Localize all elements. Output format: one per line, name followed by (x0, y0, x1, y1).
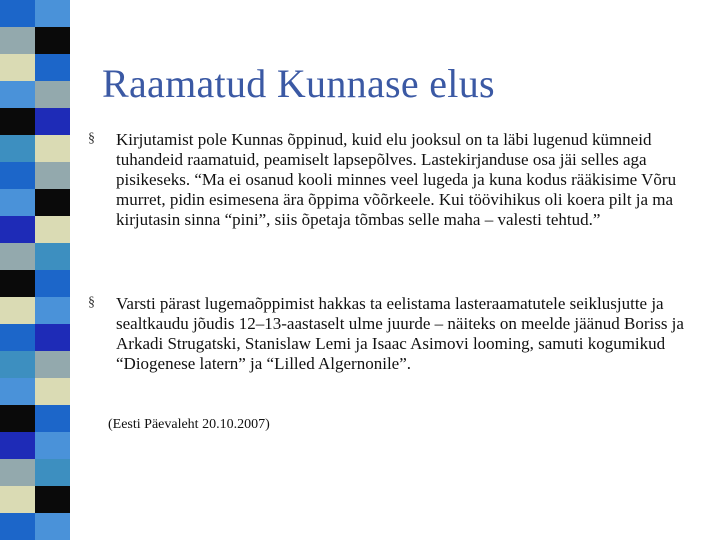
stripe-block (0, 162, 35, 189)
stripe-block (35, 162, 70, 189)
source-citation: (Eesti Päevaleht 20.10.2007) (108, 417, 270, 432)
stripe-block (35, 0, 70, 27)
stripe-block (35, 135, 70, 162)
stripe-block (0, 459, 35, 486)
stripe-block (0, 81, 35, 108)
stripe-block (35, 297, 70, 324)
stripe-block (0, 351, 35, 378)
stripe-block (35, 243, 70, 270)
stripe-block (35, 351, 70, 378)
stripe-block (35, 405, 70, 432)
stripe-block (35, 216, 70, 243)
stripe-block (35, 513, 70, 540)
stripe-block (35, 270, 70, 297)
bullet-paragraph-1: Kirjutamist pole Kunnas õppinud, kuid elu jooksul on ta läbi lugenud kümneid tuhandeid raamatuid, peamiselt lapsepõlves. Lastekirjanduse osa jäi selles aga pisikeseks. “Ma ei osanud kooli minnes veel lugeda ja kuna kodus rääkisime Võru murret, pidin esimesena ära õppima võõrkeele. Kui töövihikus oli koera pilt ja ma kirjutasin sinna “pini”, siis õpetaja tõmbas selle maha – valesti tehtud.” (116, 130, 677, 229)
slide-title: Raamatud Kunnase elus (102, 61, 495, 106)
stripe-block (0, 189, 35, 216)
stripe-block (35, 459, 70, 486)
stripe-block (0, 0, 35, 27)
stripe-block (35, 108, 70, 135)
stripe-block (0, 405, 35, 432)
stripe-block (0, 378, 35, 405)
stripe-block (35, 378, 70, 405)
stripe-block (35, 432, 70, 459)
decorative-stripe (0, 0, 70, 540)
stripe-block (0, 243, 35, 270)
stripe-block (0, 297, 35, 324)
stripe-block (35, 189, 70, 216)
stripe-block (0, 216, 35, 243)
stripe-block (35, 81, 70, 108)
stripe-block (0, 486, 35, 513)
stripe-block (0, 432, 35, 459)
stripe-block (0, 54, 35, 81)
stripe-block (35, 54, 70, 81)
stripe-block (0, 135, 35, 162)
stripe-block (35, 324, 70, 351)
stripe-block (0, 108, 35, 135)
stripe-block (0, 270, 35, 297)
stripe-block (35, 27, 70, 54)
stripe-block (35, 486, 70, 513)
stripe-block (0, 27, 35, 54)
stripe-block (0, 513, 35, 540)
bullet-marker: § (88, 295, 95, 310)
bullet-paragraph-2: Varsti pärast lugemaõppimist hakkas ta eelistama lasteraamatutele seiklusjutte ja sealtkaudu jõudis 12–13-aastaselt ulme juurde – näiteks on meelde jäänud Boriss ja Arkadi Strugatski, Stanislaw Lemi ja Isaac Asimovi looming, samuti kogumikud “Diogenese latern” ja “Lilled Algernonile”. (116, 294, 684, 373)
bullet-marker: § (88, 131, 95, 146)
stripe-block (0, 324, 35, 351)
